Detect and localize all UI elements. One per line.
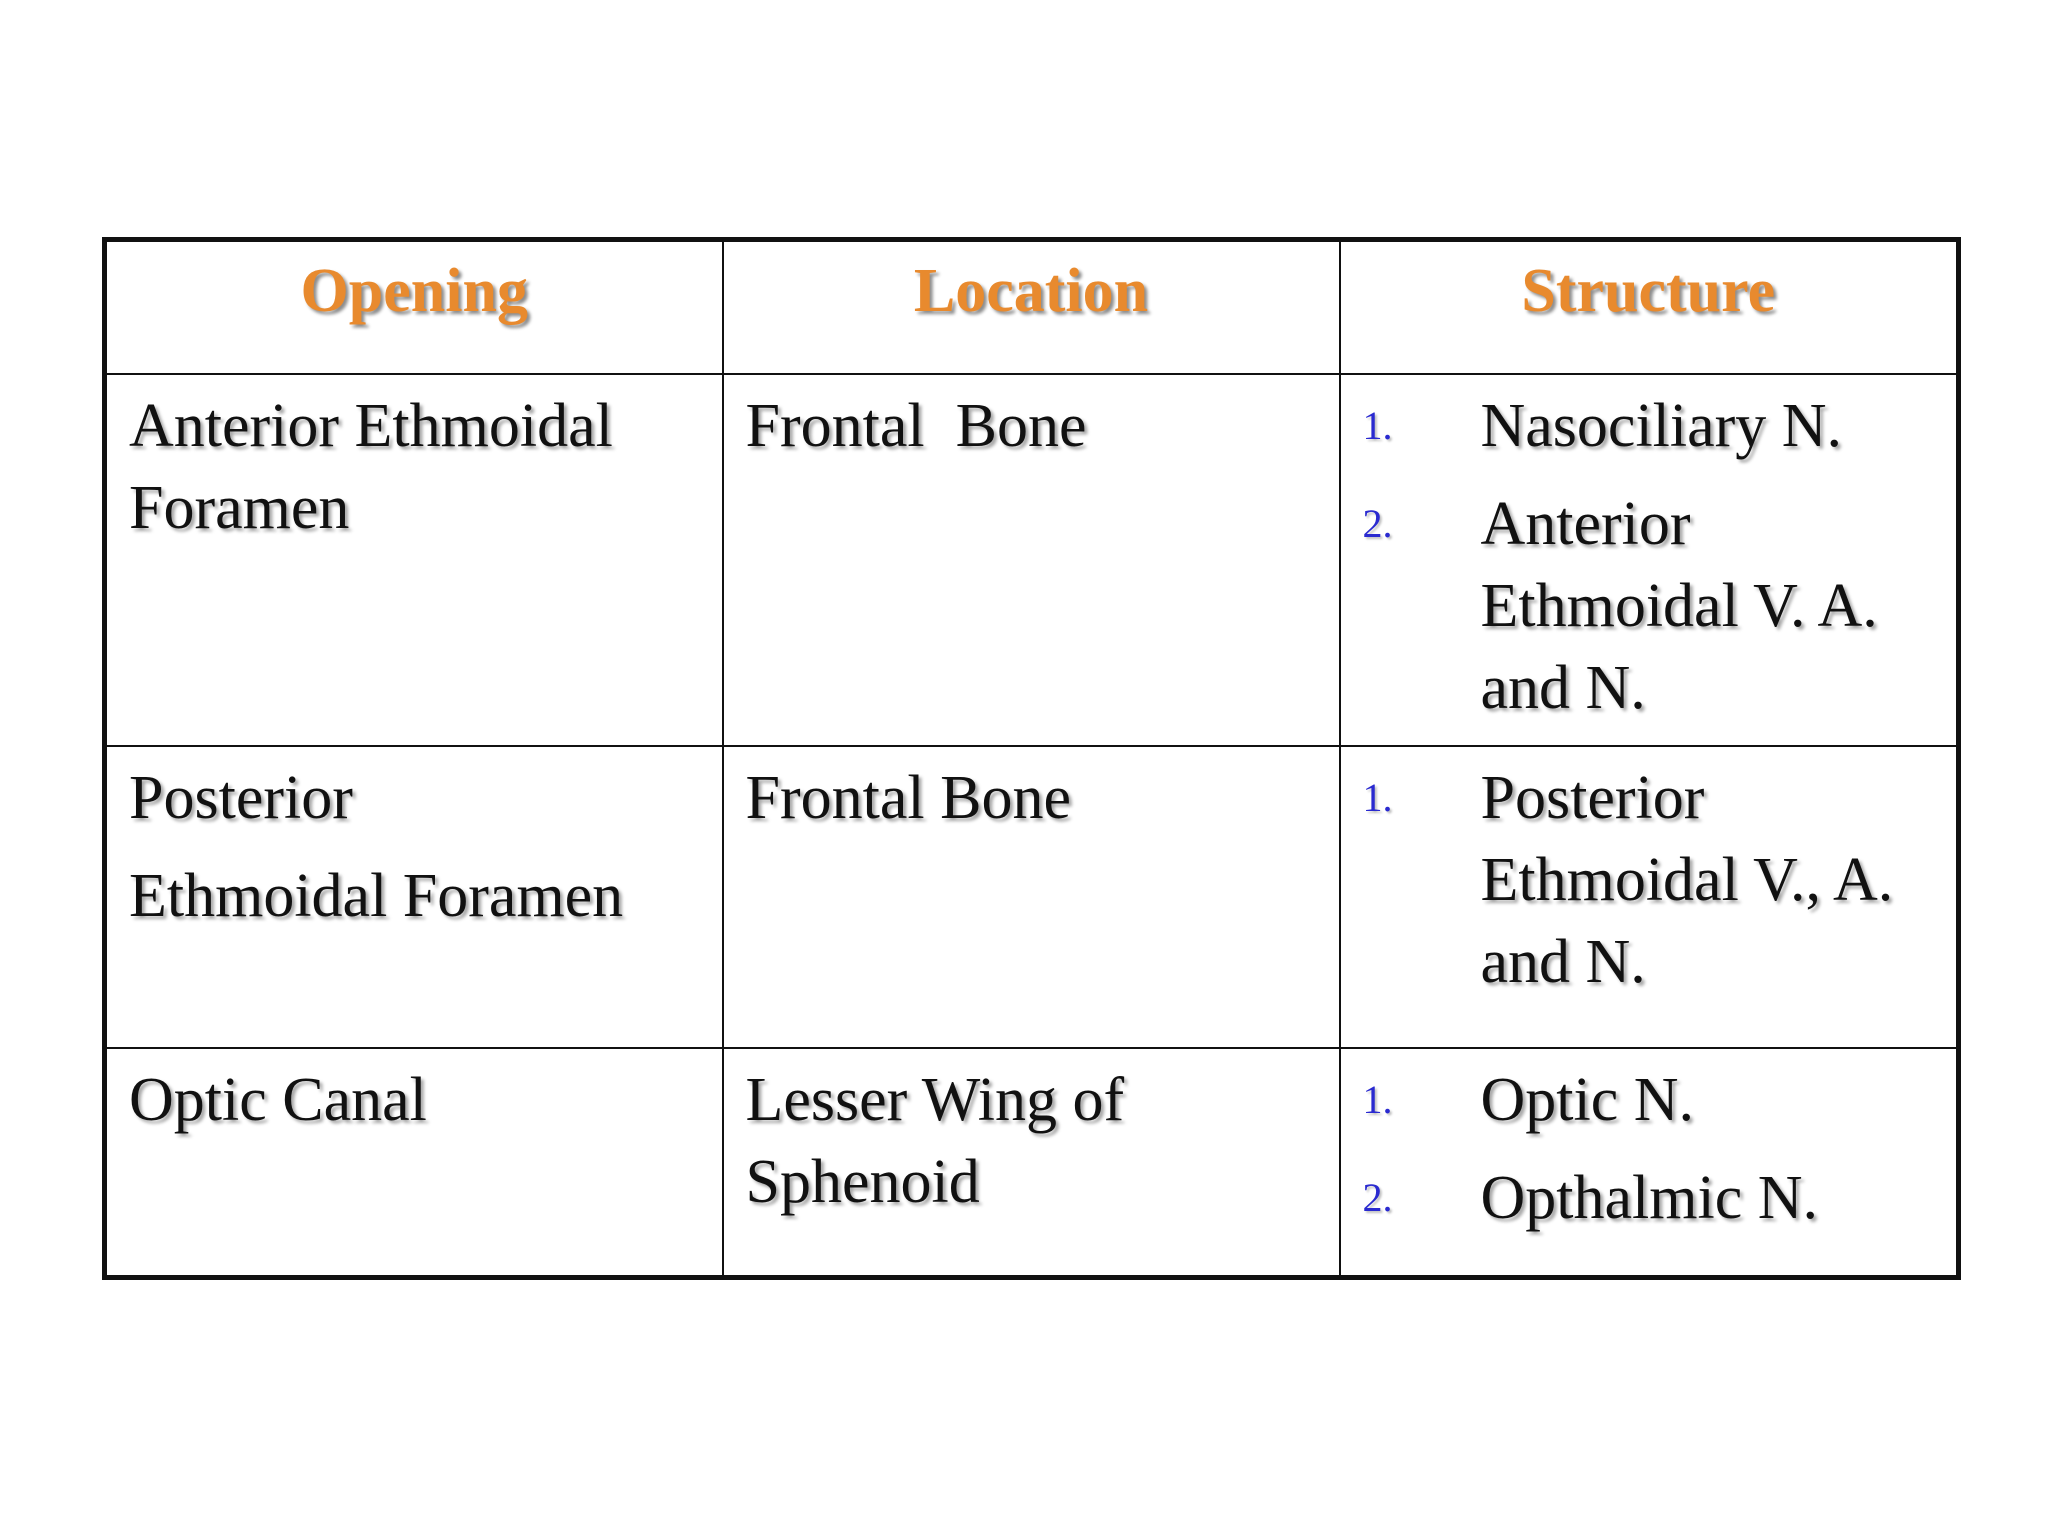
header-structure: Structure: [1340, 240, 1959, 374]
structure-list: [1341, 375, 1957, 729]
structure-text: Nasociliary N.: [1480, 391, 1843, 460]
structure-cell: [1340, 1048, 1959, 1278]
location-text: Lesser Wing of: [745, 1065, 1125, 1134]
opening-cell: [105, 1048, 723, 1278]
header-row: [105, 240, 1959, 374]
header-location: Location: [723, 240, 1340, 374]
list-number: 2.: [1362, 500, 1393, 546]
list-item: [1363, 1059, 1941, 1141]
list-item: [1363, 757, 1941, 1003]
structure-text: Anterior Ethmoidal V. A. and N.: [1480, 489, 1878, 722]
table-row: [105, 1048, 1959, 1278]
location-cell: [723, 374, 1340, 746]
opening-text: Foramen: [129, 473, 350, 542]
location-text: Sphenoid: [745, 1147, 980, 1216]
table-row: [105, 374, 1959, 746]
opening-text: Optic Canal: [129, 1065, 427, 1134]
list-item: [1363, 1157, 1941, 1239]
opening-text: Anterior Ethmoidal: [129, 391, 613, 460]
structure-list: [1341, 747, 1957, 1003]
list-item: [1363, 483, 1941, 729]
opening-text: Ethmoidal Foramen: [129, 861, 624, 930]
list-number: 1.: [1362, 774, 1393, 820]
list-number: 1.: [1362, 402, 1393, 448]
opening-cell: [105, 374, 723, 746]
opening-cell: [105, 746, 723, 1048]
header-opening: Opening: [105, 240, 723, 374]
structure-text: Posterior Ethmoidal V., A. and N.: [1480, 763, 1894, 996]
openings-table: [102, 237, 1961, 1280]
structure-cell: [1340, 746, 1959, 1048]
structure-text: Opthalmic N.: [1480, 1163, 1818, 1232]
location-text: Frontal Bone: [745, 763, 1071, 832]
table-row: [105, 746, 1959, 1048]
list-number: 2.: [1362, 1174, 1393, 1220]
structure-list: [1341, 1049, 1957, 1239]
structure-text: Optic N.: [1480, 1065, 1695, 1134]
list-number: 1.: [1362, 1076, 1393, 1122]
location-text: Frontal Bone: [745, 391, 1087, 460]
location-cell: [723, 746, 1340, 1048]
structure-cell: [1340, 374, 1959, 746]
location-cell: [723, 1048, 1340, 1278]
list-item: [1363, 385, 1941, 467]
opening-text: Posterior: [129, 763, 353, 832]
